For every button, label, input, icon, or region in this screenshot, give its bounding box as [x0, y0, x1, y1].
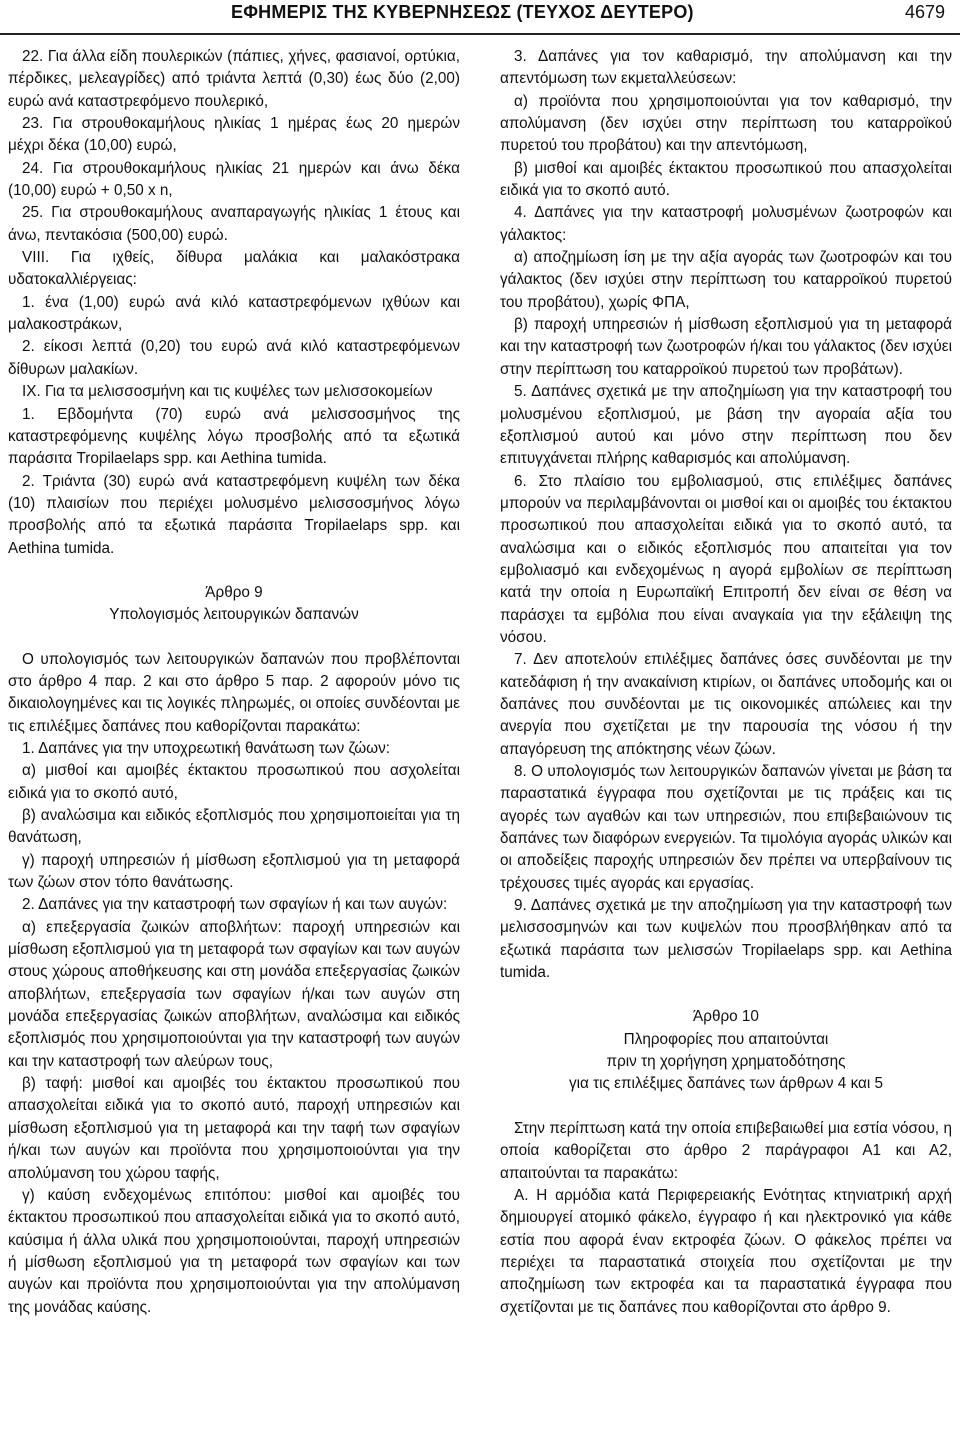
page-header [0, 0, 960, 36]
paragraph: γ) καύση ενδεχομένως επιτόπου: μισθοί και αμοιβές του έκτακτου προσωπικού που απασχολείται ειδικά για το σκοπό αυτό, καύσιμα ή άλλα υλικά που χρησιμοποιούνται, παροχή υπηρεσιών ή μίσθωση εξοπλισμού για τη μεταφορά των σφαγίων και των αυγών και προϊόντα που χρησιμοποιούνται για την απολύμανση της μονάδας καύσης. [8, 1186, 460, 1316]
left-column [8, 46, 460, 1319]
article-title: Άρθρο 10 [693, 1008, 759, 1026]
paragraph: 3. Δαπάνες για τον καθαρισμό, την απολύμανση και την απεντόμωση των εκμεταλλεύσεων: [500, 48, 952, 88]
paragraph: 4. Δαπάνες για την καταστροφή μολυσμένων ζωοτροφών και γάλακτος: [500, 204, 952, 244]
paragraph: 1. Δαπάνες για την υποχρεωτική θανάτωση των ζώων: [22, 739, 390, 757]
header-divider [0, 33, 960, 35]
paragraph: 8. Ο υπολογισμός των λειτουργικών δαπανών γίνεται με βάση τα παραστατικά έγγραφα που σχετίζονται με τις πράξεις και τις αγορές των αγαθών και των υπηρεσιών, που επιβεβαιώνουν τις δαπάνες των διαφόρων ενεργειών. Τα τιμολόγια αγοράς υλικών και οι αποδείξεις παροχής υπηρεσιών δεν πρέπει να υπερβαίνουν τις τρέχουσες τιμές αγοράς και εργασίας. [500, 763, 952, 892]
paragraph: β) αναλώσιμα και ειδικός εξοπλισμός που χρησιμοποιείται για τη θανάτωση, [8, 807, 460, 847]
paragraph: 24. Για στρουθοκαμήλους ηλικίας 21 ημερών και άνω δέκα (10,00) ευρώ + 0,50 x n, [8, 159, 460, 200]
paragraph: 1. ένα (1,00) ευρώ ανά κιλό καταστρεφόμενων ιχθύων και μαλακοστράκων, [8, 293, 460, 334]
paragraph: 22. Για άλλα είδη πουλερικών (πάπιες, χήνες, φασιανοί, ορτύκια, πέρδικες, μελεαγρίδες) από τριάντα λεπτά (0,30) έως δύο (2,00) ευρώ ανά καταστρεφόμενο πουλερικό, [8, 48, 460, 110]
paragraph: 25. Για στρουθοκαμήλους αναπαραγωγής ηλικίας 1 έτους και άνω, πεντακόσια (500,00) ευρώ. [8, 204, 460, 244]
paragraph: β) μισθοί και αμοιβές έκτακτου προσωπικού που απασχολείται ειδικά για το σκοπό αυτό. [500, 159, 952, 200]
paragraph: α) προϊόντα που χρησιμοποιούνται για τον καθαρισμό, την απολύμανση (δεν ισχύει στην περίπτωση του καταρροϊκού πυρετού του προβάτου) και την απεντόμωση, [500, 92, 952, 155]
paragraph: 7. Δεν αποτελούν επιλέξιμες δαπάνες όσες συνδέονται με την κατεδάφιση ή την ανακαίνιση κτιρίων, οι δαπάνες υποδομής και οι δαπάνες που συνδέονται με τις οικονομικές απώλειες και την ανεργία που σχετίζεται με την παρουσία της νόσου ή την απαγόρευση της απόκτησης νέων ζώων. [500, 651, 952, 758]
paragraph: 1. Εβδομήντα (70) ευρώ ανά μελισσοσμήνος της καταστρεφόμενης κυψέλης λόγω προσβολής από τα εξωτικά παράσιτα Tropilaelaps spp. και Aethina tumida. [8, 405, 460, 468]
paragraph: 2. είκοσι λεπτά (0,20) του ευρώ ανά κιλό καταστρεφόμενων δίθυρων μαλακίων. [8, 338, 460, 378]
gazette-title: ΕΦΗΜΕΡΙΣ ΤΗΣ ΚΥΒΕΡΝΗΣΕΩΣ (ΤΕΥΧΟΣ ΔΕΥΤΕΡΟ) [231, 2, 694, 22]
section-heading: VIII. Για ιχθείς, δίθυρα μαλάκια και μαλακόστρακα υδατοκαλλιέργειας: [8, 249, 460, 289]
paragraph: Στην περίπτωση κατά την οποία επιβεβαιωθεί μια εστία νόσου, η οποία καθορίζεται στο άρθρο 2 παράγραφοι Α1 και Α2, απαιτούνται τα παρακάτω: [500, 1119, 952, 1182]
article-subtitle: Πληροφορίες που απαιτούνται [623, 1030, 829, 1048]
section-heading: IX. Για τα μελισσοσμήνη και τις κυψέλες των μελισσοκομείων [22, 383, 433, 401]
paragraph: Ο υπολογισμός των λειτουργικών δαπανών που προβλέπονται στο άρθρο 4 παρ. 2 και στο άρθρο 5 παρ. 2 αφορούν μόνο τις δικαιολογημένες και τις λογικές πληρωμές, οι οποίες συνδέονται με τις επιλέξιμες δαπάνες που καθορίζονται παρακάτω: [8, 650, 460, 735]
article-subtitle: Υπολογισμός λειτουργικών δαπανών [109, 606, 359, 624]
article-subtitle: πριν τη χορήγηση χρηματοδότησης [606, 1053, 846, 1071]
paragraph: α) αποζημίωση ίση με την αξία αγοράς των ζωοτροφών και του γάλακτος (δεν ισχύει στην περίπτωση του καταρροϊκού πυρετού του προβάτου), χωρίς ΦΠΑ, [500, 249, 952, 311]
paragraph: β) παροχή υπηρεσιών ή μίσθωση εξοπλισμού για τη μεταφορά και την καταστροφή των ζωοτροφών ή/και του γάλακτος (δεν ισχύει στην περίπτωση του καταρροϊκού πυρετού των προβάτων). [500, 316, 952, 378]
paragraph: 9. Δαπάνες σχετικά με την αποζημίωση για την καταστροφή των μελισσοσμηνών και των κυψελών που προσβλήθηκαν από τα εξωτικά παράσιτα των μελισσών Tropilaelaps spp. και Aethina tumida. [500, 897, 952, 982]
paragraph: β) ταφή: μισθοί και αμοιβές του έκτακτου προσωπικού που απασχολείται ειδικά για το σκοπό αυτό, παροχή υπηρεσιών και μίσθωση εξοπλισμού για τη μεταφορά και την ταφή των σφαγίων ή/και των αυγών και προϊόντα που χρησιμοποιούνται για την απολύμανση του χώρου ταφής, [8, 1075, 460, 1182]
article-subtitle: για τις επιλέξιμες δαπάνες των άρθρων 4 και 5 [568, 1075, 884, 1093]
paragraph: α) μισθοί και αμοιβές έκτακτου προσωπικού που ασχολείται ειδικά για το σκοπό αυτό, [8, 762, 460, 802]
paragraph: 5. Δαπάνες σχετικά με την αποζημίωση για την καταστροφή του μολυσμένου εξοπλισμού, με βάση την αγοραία αξία του εξοπλισμού αυτού και μόνο στην περίπτωση που δεν επιτυγχάνεται πλήρης καθαρισμός και απολύμανση. [500, 383, 952, 468]
paragraph: 23. Για στρουθοκαμήλους ηλικίας 1 ημέρας έως 20 ημερών μέχρι δέκα (10,00) ευρώ, [8, 115, 460, 155]
paragraph: γ) παροχή υπηρεσιών ή μίσθωση εξοπλισμού για τη μεταφορά των ζώων στον τόπο θανάτωσης. [8, 851, 460, 892]
paragraph: 6. Στο πλαίσιο του εμβολιασμού, στις επιλέξιμες δαπάνες μπορούν να περιλαμβάνονται οι μισθοί και οι αμοιβές του έκτακτου προσωπικού που απασχολείται ειδικά για το σκοπό αυτό, τα αναλώσιμα και ο ειδικός εξοπλισμός που απαιτείται για τον εμβολιασμό και ενδεχομένως η αγορά εμβολίων σε περίπτωση κατά την οποία η Ευρωπαϊκή Επιτροπή δεν είναι σε θέση να παράσχει τα εμβόλια που είναι αναγκαία για την εξάλειψη της νόσου. [500, 472, 952, 646]
page-number: 4679 [905, 2, 946, 22]
paragraph: 2. Δαπάνες για την καταστροφή των σφαγίων ή και των αυγών: [22, 896, 448, 914]
paragraph: α) επεξεργασία ζωικών αποβλήτων: παροχή υπηρεσιών και μίσθωση εξοπλισμού για τη μεταφορά των σφαγίων και των αυγών στους χώρους αποθήκευσης και στη μονάδα επεξεργασίας ζωικών αποβλήτων, επεξεργασία των σφαγίων ή/και των αυγών στη μονάδα επεξεργασίας ζωικών αποβλήτων, αναλώσιμα και ειδικός εξοπλισμός που χρησιμοποιούνται για την καταστροφή των αυγών και την καταστροφή των αλεύρων τους, [8, 918, 460, 1070]
paragraph: 2. Τριάντα (30) ευρώ ανά καταστρεφόμενη κυψέλη των δέκα (10) πλαισίων που περιέχει μολυσμένο μελισσοσμήνος λόγω προσβολής από τα εξωτικά παράσιτα Tropilaelaps spp. και Aethina tumida. [8, 472, 460, 557]
paragraph: Α. Η αρμόδια κατά Περιφερειακής Ενότητας κτηνιατρική αρχή δημιουργεί ατομικό φάκελο, έγγραφο ή και ηλεκτρονικό για κάθε εστία που αφορά έναν εκτροφέα ζώων. Ο φάκελος πρέπει να περιέχει τα παραστατικά στοιχεία που σχετίζονται με την αποζημίωση των εκτροφέα και τα παραστατικά έγγραφα που σχετίζονται με τις δαπάνες που καθορίζονται στο άρθρο 9. [500, 1186, 952, 1316]
article-title: Άρθρο 9 [205, 583, 263, 601]
right-column [500, 46, 952, 1319]
